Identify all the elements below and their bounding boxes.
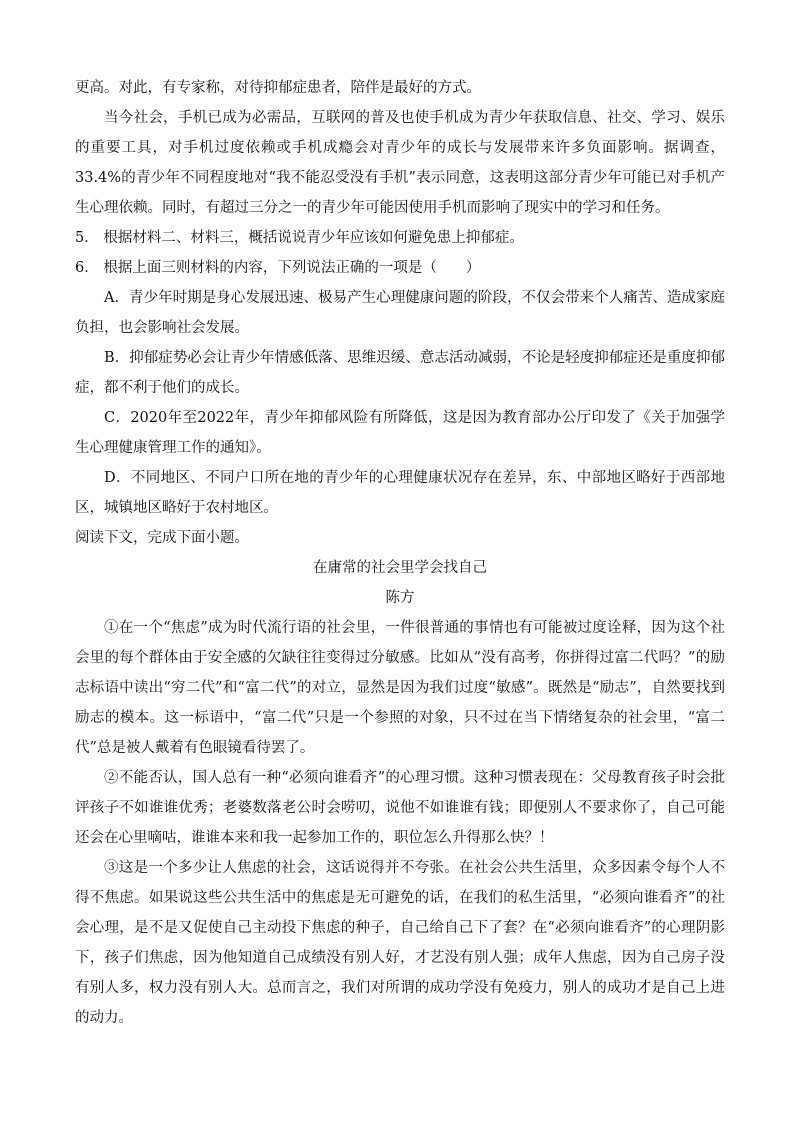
article-author: 陈方 xyxy=(385,590,415,606)
material-paragraph-phone: 当今社会，手机已成为必需品，互联网的普及也使手机成为青少年获取信息、社交、学习、娱乐的重要工具，对手机过度依赖或手机成瘾会对青少年的成长与发展带来许多负面影响。据调查，33.4%的青少年不同程度地对“我不能忍受没有手机”表示同意，这表明这部分青少年可能已对手机产生心理依赖。同时，有超过三分之一的青少年可能因使用手机而影响了现实中的学习和任务。 xyxy=(75,110,725,216)
option-c: C．2020年至2022年，青少年抑郁风险有所降低，这是因为教育部办公厅印发了《关于加强学生心理健康管理工作的通知》。 xyxy=(75,410,725,456)
document-content xyxy=(75,73,725,1033)
option-b: B．抑郁症势必会让青少年情感低落、思维迟缓、意志活动减弱，不论是轻度抑郁症还是重度抑郁症，都不利于他们的成长。 xyxy=(75,350,725,396)
article-paragraph-1: ①在一个“焦虑”成为时代流行语的社会里，一件很普通的事情也有可能被过度诠释，因为这个社会里的每个群体由于安全感的欠缺往往变得过分敏感。比如从“没有高考，你拼得过富二代吗？”的励志标语中读出“穷二代”和“富二代”的对立，显然是因为我们过度“敏感”。既然是“励志”，自然要找到励志的模本。这一标语中，“富二代”只是一个参照的对象，只不过在当下情绪复杂的社会里，“富二代”总是被人戴着有色眼镜看待罢了。 xyxy=(75,620,725,756)
option-d: D．不同地区、不同户口所在地的青少年的心理健康状况存在差异，东、中部地区略好于西部地区，城镇地区略好于农村地区。 xyxy=(75,470,725,516)
question-5: 5． 根据材料二、材料三，概括说说青少年应该如何避免患上抑郁症。 xyxy=(75,230,524,246)
question-6: 6． 根据上面三则材料的内容，下列说法正确的一项是（ ） xyxy=(75,260,481,276)
reading-instruction: 阅读下文，完成下面小题。 xyxy=(75,530,249,546)
article-paragraph-3: ③这是一个多少让人焦虑的社会，这话说得并不夸张。在社会公共生活里，众多因素令每个人不得不焦虑。如果说这些公共生活中的焦虑是无可避免的话，在我们的私生活里，“必须向谁看齐”的社会心理，是不是又促使自己主动投下焦虑的种子，自己给自己下了套？在“必须向谁看齐”的心理阴影下，孩子们焦虑，因为他知道自己成绩没有别人好，才艺没有别人强；成年人焦虑，因为自己房子没有别人多，权力没有别人大。总而言之，我们对所谓的成功学没有免疫力，别人的成功才是自己上进的动力。 xyxy=(75,860,725,1026)
article-title: 在庸常的社会里学会找自己 xyxy=(313,560,487,576)
article-paragraph-2: ②不能否认，国人总有一种“必须向谁看齐”的心理习惯。这种习惯表现在：父母教育孩子时会批评孩子不如谁谁优秀；老婆数落老公时会唠叨，说他不如谁谁有钱；即便别人不要求你了，自己可能还会在心里嘀咕，谁谁本来和我一起参加工作的，职位怎么升得那么快？！ xyxy=(75,770,725,846)
option-a: A．青少年时期是身心发展迅速、极易产生心理健康问题的阶段，不仅会带来个人痛苦、造成家庭负担，也会影响社会发展。 xyxy=(75,290,725,336)
material-paragraph-end: 更高。对此，有专家称，对待抑郁症患者，陪伴是最好的方式。 xyxy=(75,80,481,96)
